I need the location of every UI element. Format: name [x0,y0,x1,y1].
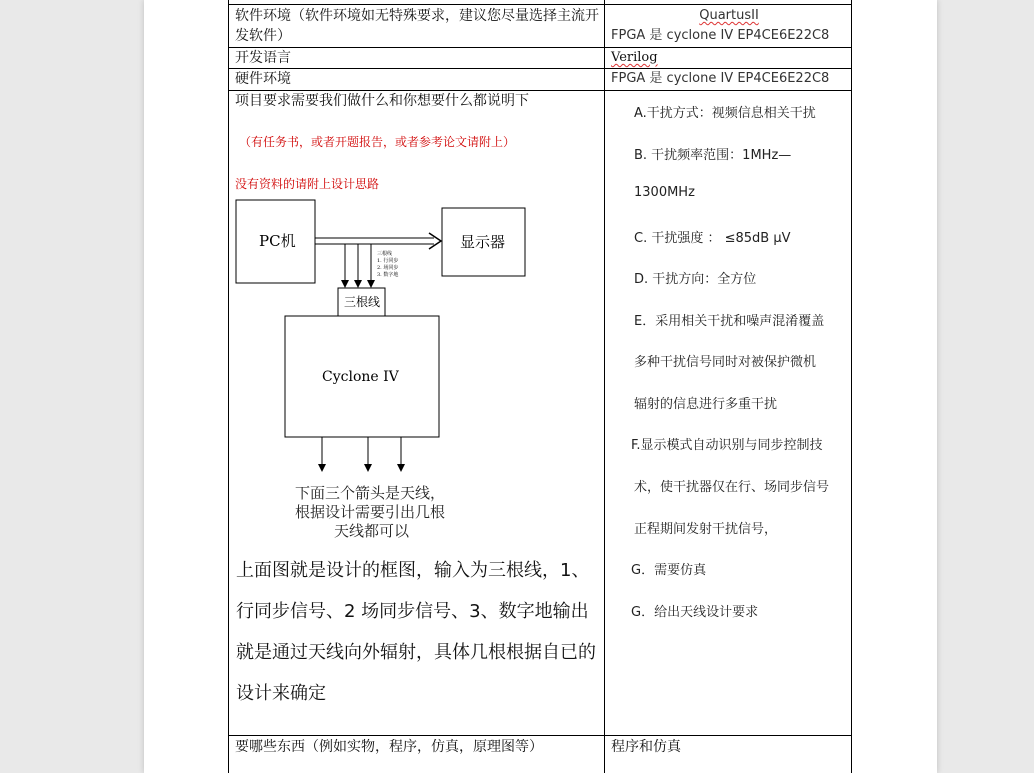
software-env-label: 软件环境（软件环境如无特殊要求，建议您尽量选择主流开发软件） [235,8,599,44]
table-row-divider [228,735,852,736]
spec-item: D. 干扰方向：全方位 [634,272,757,287]
spec-item: C. 干扰强度 ： ≤85dB μV [634,231,791,246]
table-border-right [851,0,852,773]
spec-item: G．给出天线设计要求 [631,605,759,620]
wire-legend-item: 3. 数字地 [377,272,399,278]
deliverables-label: 要哪些东西（例如实物，程序，仿真，原理图等） [235,739,543,755]
requirements-label: 项目要求需要我们做什么和你想要什么都说明下 [235,93,529,109]
wire-legend-title: 三根线 [377,251,393,257]
document-page [144,0,937,773]
three-wires-label: 三根线 [344,295,381,309]
spec-item: 正程期间发射干扰信号， [634,522,778,537]
antenna-caption-line: 天线都可以 [334,522,410,540]
spec-item: E．采用相关干扰和噪声混淆覆盖 [634,314,825,329]
block-diagram [228,195,604,545]
wire-legend-item: 2. 场同步 [377,265,399,271]
display-label: 显示器 [460,233,506,251]
spec-item: 1300MHz [634,185,695,200]
software-env-fpga: FPGA 是 cyclone IV EP4CE6E22C8 [611,28,830,43]
design-description: 上面图就是设计的框图，输入为三根线，1、行同步信号、2 场同步信号、3、数字地输出就是通过天线向外辐射，具体几根根据自已的设计来确定 [236,560,596,704]
spec-item: 术，使干扰器仅在行、场同步信号 [634,480,830,495]
software-env-value: QuartusII [699,8,759,23]
design-idea-note: 没有资料的请附上设计思路 [235,177,380,191]
table-row-divider [228,47,852,48]
spec-item: 辐射的信息进行多重干扰 [634,397,778,412]
dev-language-value: Verilog [611,50,658,65]
hardware-env-value: FPGA 是 cyclone IV EP4CE6E22C8 [611,71,830,86]
pc-label: PC机 [259,232,296,250]
attachment-note: （有任务书，或者开题报告，或者参考论文请附上） [239,135,516,149]
spec-item: A.干扰方式：视频信息相关干扰 [634,106,816,121]
spec-item: G．需要仿真 [631,563,707,578]
spec-item: F.显示模式自动识别与同步控制技 [631,438,823,453]
hardware-env-label: 硬件环境 [235,71,291,87]
dev-language-label: 开发语言 [235,50,291,66]
antenna-caption-line: 下面三个箭头是天线， [295,484,446,502]
spec-item: B. 干扰频率范围：1MHz— [634,148,792,163]
spec-item: 多种干扰信号同时对被保护微机 [634,355,817,370]
table-row-divider [228,4,852,5]
wire-legend-item: 1. 行同步 [377,258,399,264]
deliverables-value: 程序和仿真 [611,739,681,755]
fpga-label: Cyclone IV [322,369,399,385]
arrow-head-icon [429,233,441,249]
antenna-caption-line: 根据设计需要引出几根 [295,503,446,521]
